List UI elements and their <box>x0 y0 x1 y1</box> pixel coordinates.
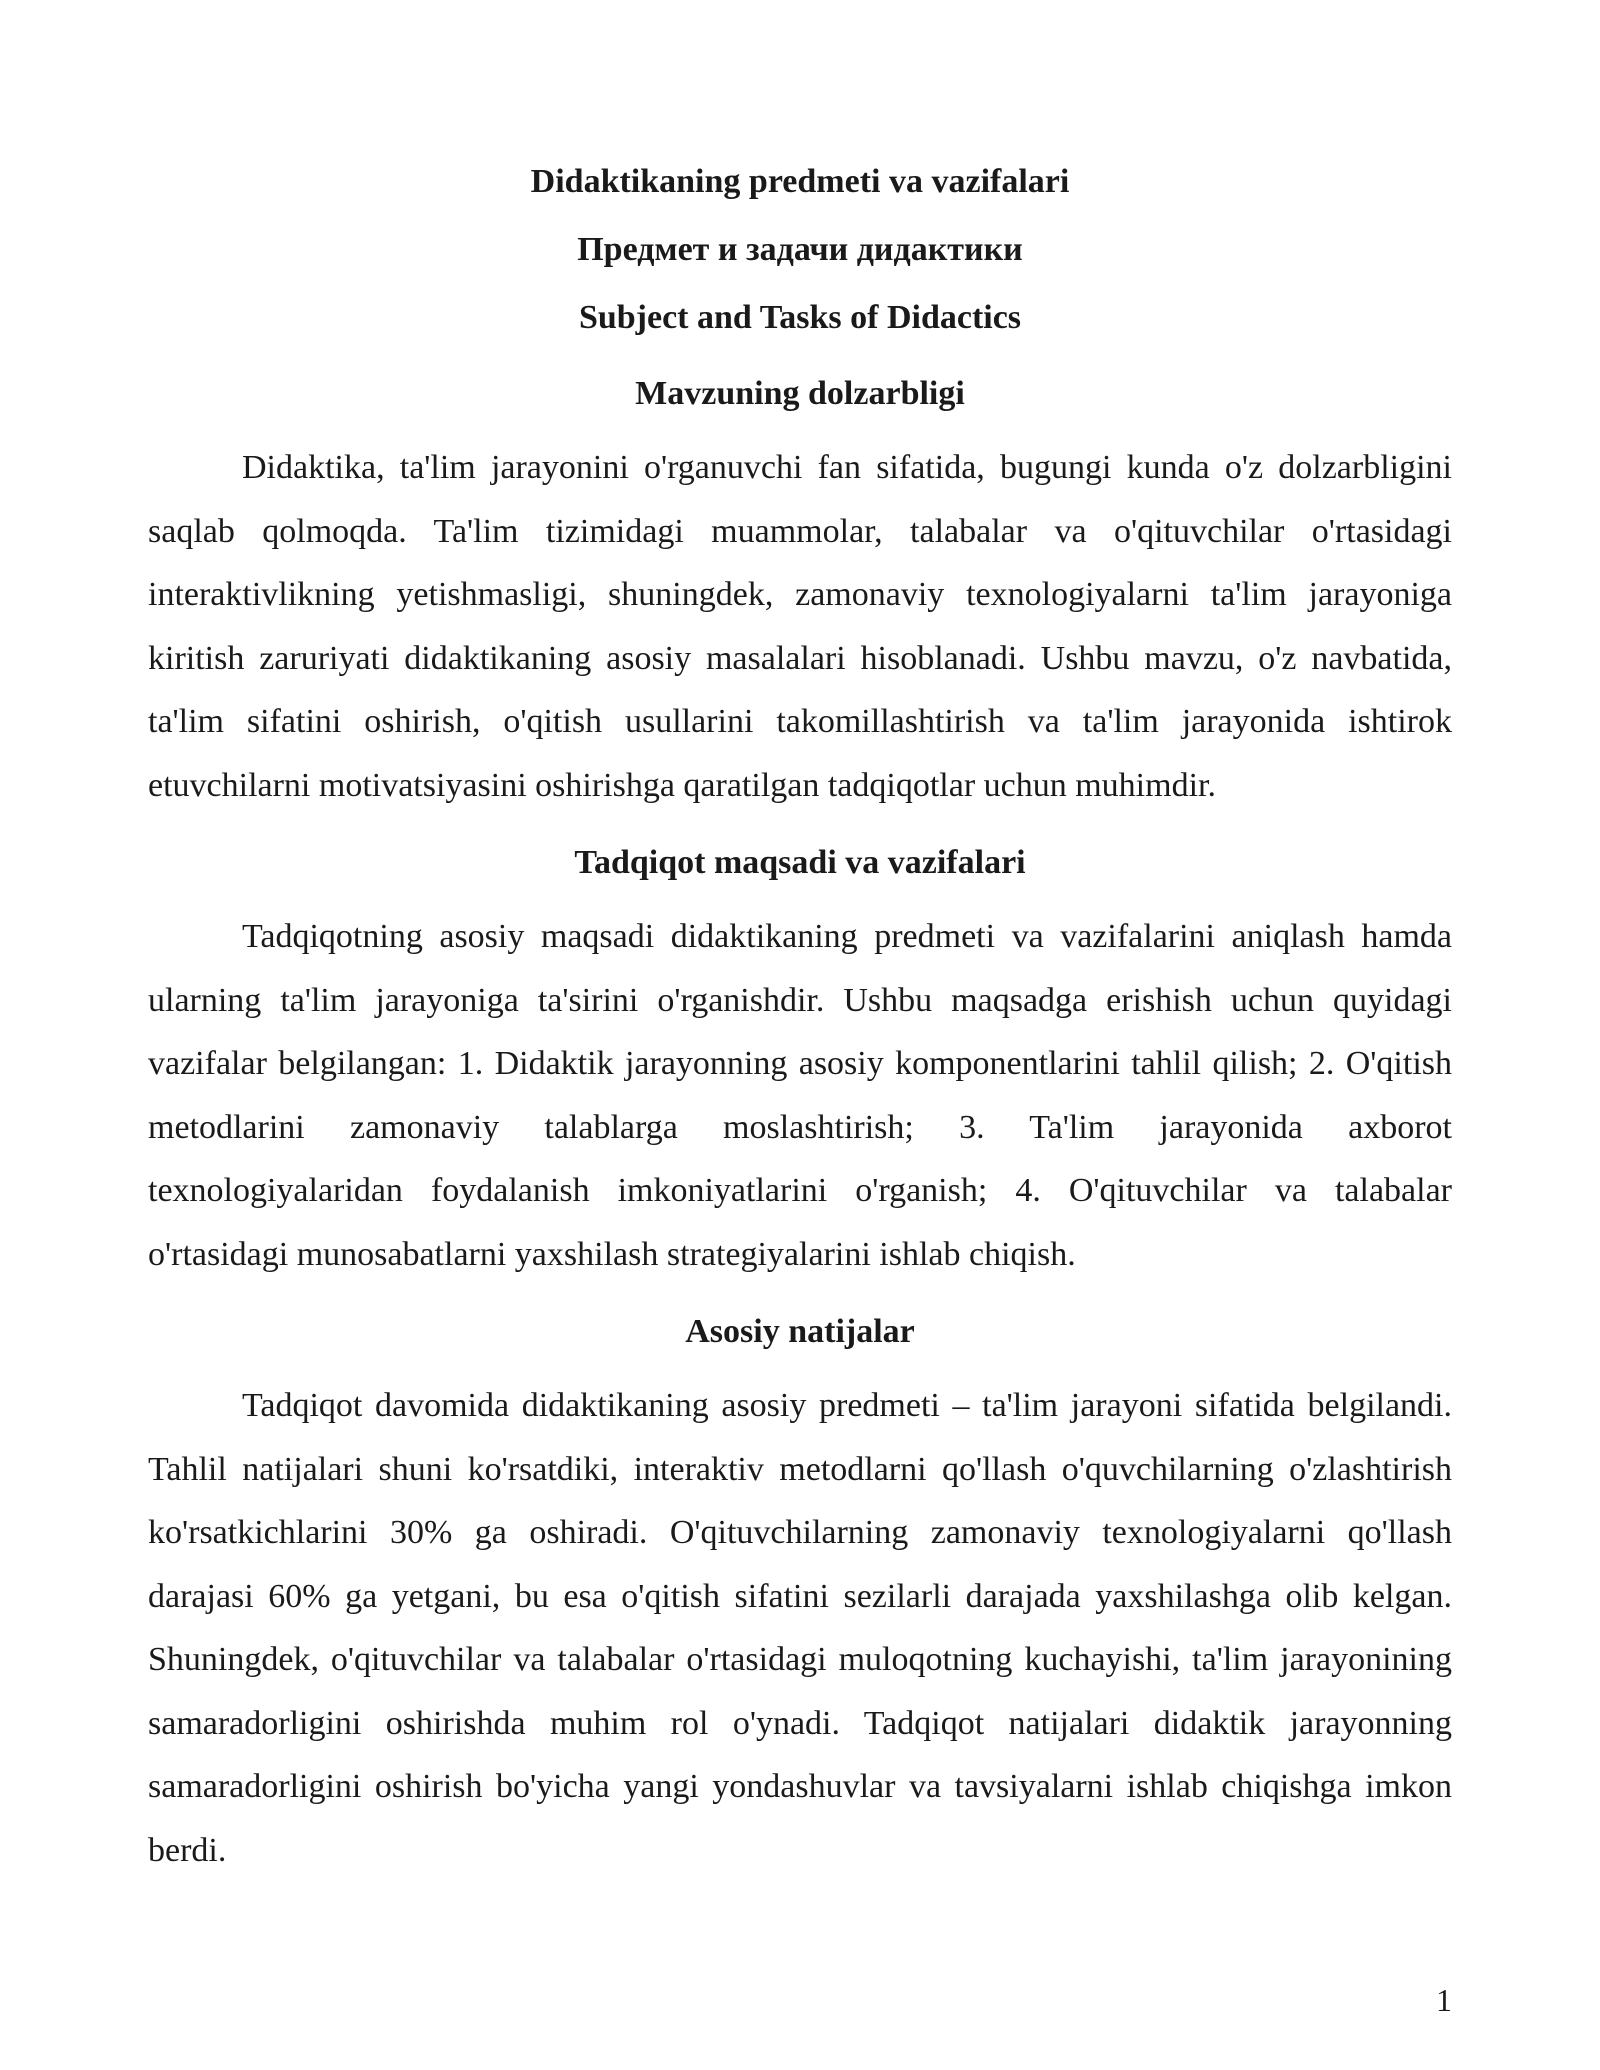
paragraph-results: Tadqiqot davomida didaktikaning asosiy predmeti – ta'lim jarayoni sifatida belgilandi. Tahlil natijalari shuni ko'rsatdiki, interaktiv metodlarni qo'llash o'quvchilarning o'zlashtirish ko'rsatkichlarini 30% ga oshiradi. O'qituvchilarning zamonaviy texnologiyalarni qo'llash darajasi 60% ga yetgani, bu esa o'qitish sifatini sezilarli darajada yaxshilashga olib kelgan. Shuningdek, o'qituvchilar va talabalar o'rtasidagi muloqotning kuchayishi, ta'lim jarayonining samaradorligini oshirishda muhim rol o'ynadi. Tadqiqot natijalari didaktik jarayonning samaradorligini oshirish bo'yicha yangi yondashuvlar va tavsiyalarni ishlab chiqishga imkon berdi. <box>148 1387 1452 1869</box>
title-russian: Предмет и задачи дидактики <box>577 231 1023 268</box>
section-heading-goals: Tadqiqot maqsadi va vazifalari <box>574 844 1026 881</box>
paragraph-relevance: Didaktika, ta'lim jarayonini o'rganuvchi fan sifatida, bugungi kunda o'z dolzarbligini saqlab qolmoqda. Ta'lim tizimidagi muammolar, talabalar va o'qituvchilar o'rtasidagi interaktivlikning yetishmasligi, shuningdek, zamonaviy texnologiyalarni ta'lim jarayoniga kiritish zaruriyati didaktikaning asosiy masalalari hisoblanadi. Ushbu mavzu, o'z navbatida, ta'lim sifatini oshirish, o'qitish usullarini takomillashtirish va ta'lim jarayonida ishtirok etuvchilarni motivatsiyasini oshirishga qaratilgan tadqiqotlar uchun muhimdir. <box>148 449 1452 804</box>
title-english: Subject and Tasks of Didactics <box>578 299 1022 336</box>
section-heading-results: Asosiy natijalar <box>685 1313 915 1350</box>
document-body <box>148 360 1452 1894</box>
title-uzbek: Didaktikaning predmeti va vazifalari <box>530 163 1070 200</box>
paragraph-goals: Tadqiqotning asosiy maqsadi didaktikaning predmeti va vazifalarini aniqlash hamda ularning ta'lim jarayoniga ta'sirini o'rganishdir. Ushbu maqsadga erishish uchun quyidagi vazifalar belgilangan: 1. Didaktik jarayonning asosiy komponentlarini tahlil qilish; 2. O'qitish metodlarini zamonaviy talablarga moslashtirish; 3. Ta'lim jarayonida axborot texnologiyalaridan foydalanish imkoniyatlarini o'rganish; 4. O'qituvchilar va talabalar o'rtasidagi munosabatlarni yaxshilash strategiyalarini ishlab chiqish. <box>148 918 1452 1273</box>
page-number: 1 <box>1436 1982 1452 2018</box>
title-block <box>148 148 1452 352</box>
section-heading-relevance: Mavzuning dolzarbligi <box>635 375 965 412</box>
